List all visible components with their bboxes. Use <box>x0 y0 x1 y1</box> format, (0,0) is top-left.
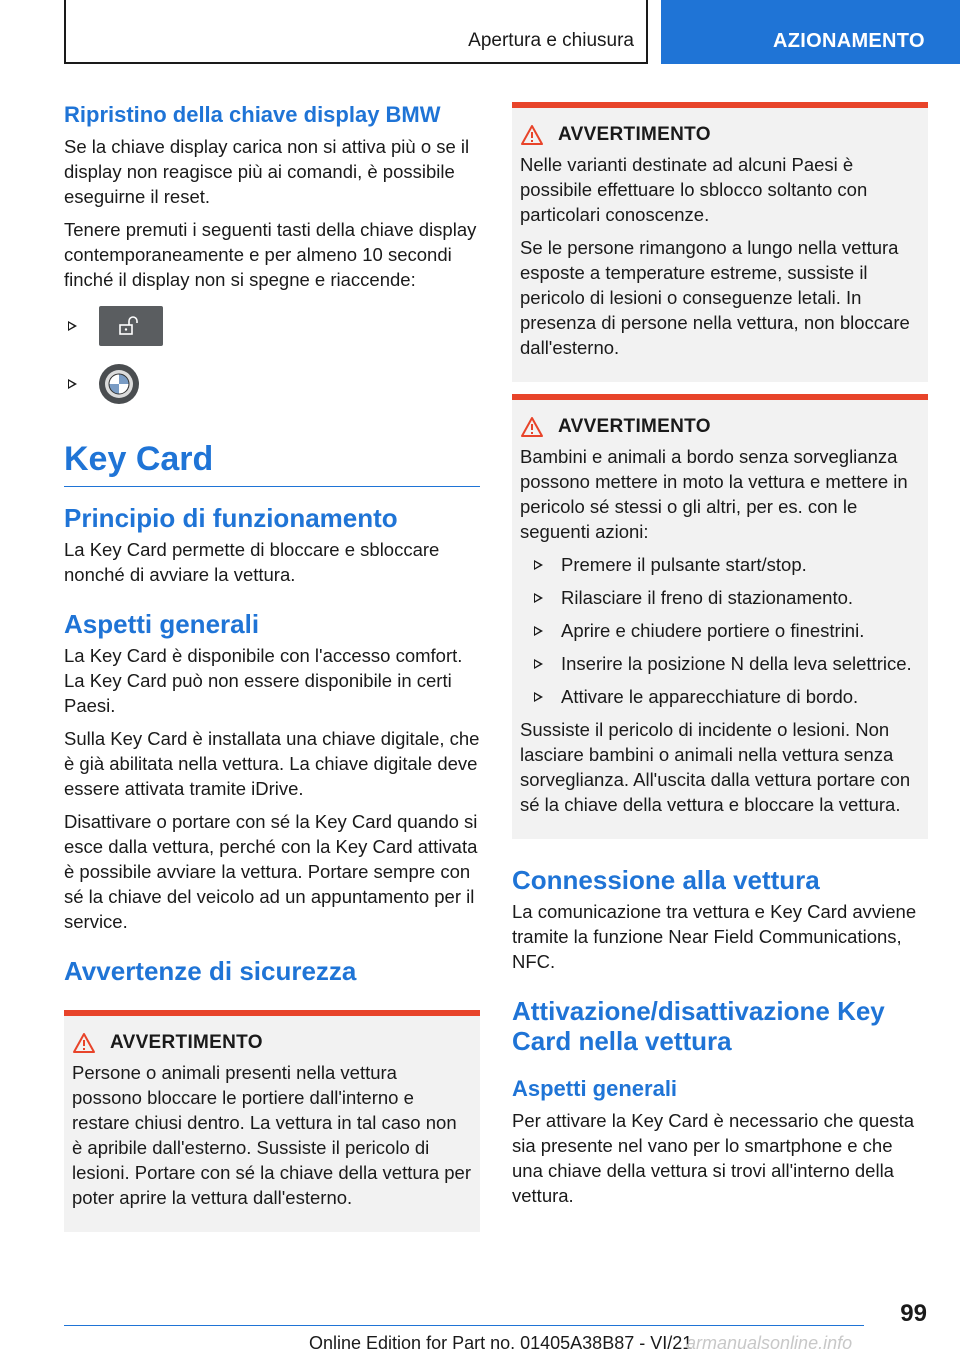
general-paragraph-1: La Key Card è disponibile con l'accesso comfort. La Key Card può non essere disponibile in certi Paesi. <box>64 645 463 716</box>
activate-paragraph: Per attivare la Key Card è necessario che questa sia presente nel vano per lo smartphone e che una chiave della vettura si trovi all'interno della vettura. <box>512 1110 915 1206</box>
edition-text: Online Edition for Part no. 01405A38B87 - VI/21 <box>309 1333 693 1353</box>
reset-paragraph-1: Se la chiave display carica non si attiva più o se il display non reagisce più ai comandi, è possibile eseguirne il reset. <box>64 136 470 207</box>
warning-3-list <box>520 552 920 709</box>
activate-subheading: Aspetti generali <box>512 1076 678 1101</box>
safety-heading: Avvertenze di sicurezza <box>64 956 357 986</box>
warning-1-text: Persone o animali presenti nella vettura possono bloccare le portiere dall'interno e restare chiusi dentro. La vettura in tal caso non è apribile dall'esterno. Sussiste il pericolo di lesioni. Portare con sé la chiave della vettura per poter aprire la vettura dall'esterno. <box>72 1062 471 1208</box>
keycard-heading-rule <box>64 486 480 487</box>
warning-title-2 <box>520 124 920 146</box>
footer-rule <box>64 1325 864 1326</box>
unlock-key-icon <box>99 306 163 346</box>
reset-step-unlock <box>64 306 480 346</box>
left-column <box>64 100 480 1254</box>
warning-triangle-icon <box>520 124 544 146</box>
connect-heading: Connessione alla vettura <box>512 865 820 895</box>
bmw-logo-icon <box>99 364 139 404</box>
list-item: Inserire la posizione N della leva selettrice. <box>520 651 920 676</box>
bullet-triangle-icon <box>534 626 543 636</box>
bullet-triangle-icon <box>534 593 543 603</box>
warning-triangle-icon <box>72 1032 96 1054</box>
page-number: 99 <box>900 1300 927 1327</box>
list-item: Attivare le apparecchiature di bordo. <box>520 684 920 709</box>
warning-label: AVVERTIMENTO <box>558 416 711 437</box>
reset-heading: Ripristino della chiave display BMW <box>64 102 441 127</box>
general-heading: Aspetti generali <box>64 609 260 639</box>
warning-box-2 <box>512 102 928 382</box>
chapter-title: AZIONAMENTO <box>773 30 925 52</box>
bullet-triangle-icon <box>534 560 543 570</box>
warning-box-3 <box>512 394 928 839</box>
general-paragraph-3: Disattivare o portare con sé la Key Card quando si esce dalla vettura, perché con la Key Card attivata è possibile avviare la vettura. Portare sempre con sé la chiave del veicolo ad un appuntamento per il service. <box>64 811 478 932</box>
bullet-triangle-icon <box>68 379 77 389</box>
bullet-triangle-icon <box>534 659 543 669</box>
principle-heading: Principio di funzionamento <box>64 503 398 533</box>
general-paragraph-2: Sulla Key Card è installata una chiave digitale, che è già abilitata nella vettura. La chiave digitale deve essere attivata tramite iDrive. <box>64 728 480 799</box>
warning-title-1 <box>72 1032 472 1054</box>
warning-2-text-2: Se le persone rimangono a lungo nella vettura esposte a temperature estreme, sussiste il pericolo di lesioni o conseguenze letali. In presenza di persone nella vettura, non bloccare dall'esterno. <box>520 237 910 358</box>
principle-paragraph: La Key Card permette di bloccare e sbloccare nonché di avviare la vettura. <box>64 539 440 585</box>
reset-paragraph-2: Tenere premuti i seguenti tasti della chiave display contemporaneamente e per almeno 10 secondi finché il display non si spegne e riaccende: <box>64 219 477 290</box>
warning-triangle-icon <box>520 416 544 438</box>
header-section-box <box>64 0 648 64</box>
list-item: Rilasciare il freno di stazionamento. <box>520 585 920 610</box>
keycard-heading: Key Card <box>64 440 214 478</box>
warning-3-text-2: Sussiste il pericolo di incidente o lesioni. Non lasciare bambini o animali nella vettura senza sorveglianza. All'uscita dalla vettura portare con sé la chiave della vettura e bloccare la vettura. <box>520 719 911 815</box>
list-item: Aprire e chiudere portiere o finestrini. <box>520 618 920 643</box>
bullet-triangle-icon <box>68 321 77 331</box>
warning-box-1 <box>64 1010 480 1232</box>
reset-step-bmw <box>64 364 480 404</box>
watermark: armanualsonline.info <box>686 1333 853 1353</box>
warning-label: AVVERTIMENTO <box>558 124 711 145</box>
list-item: Premere il pulsante start/stop. <box>520 552 920 577</box>
section-title: Apertura e chiusura <box>468 30 634 51</box>
activate-heading: Attivazione/disattivazione Key Card nella vettura <box>512 996 885 1056</box>
warning-label: AVVERTIMENTO <box>110 1032 263 1053</box>
right-column <box>512 102 928 1216</box>
connect-paragraph: La comunicazione tra vettura e Key Card avviene tramite la funzione Near Field Communications, NFC. <box>512 901 917 972</box>
warning-title-3 <box>520 416 920 438</box>
warning-2-text-1: Nelle varianti destinate ad alcuni Paesi è possibile effettuare lo sblocco soltanto con particolari conoscenze. <box>520 154 868 225</box>
warning-3-text-1: Bambini e animali a bordo senza sorveglianza possono mettere in moto la vettura e mettere in pericolo sé stessi o gli altri, per es. con le seguenti azioni: <box>520 446 908 542</box>
bullet-triangle-icon <box>534 692 543 702</box>
chapter-tab[interactable] <box>661 0 960 64</box>
